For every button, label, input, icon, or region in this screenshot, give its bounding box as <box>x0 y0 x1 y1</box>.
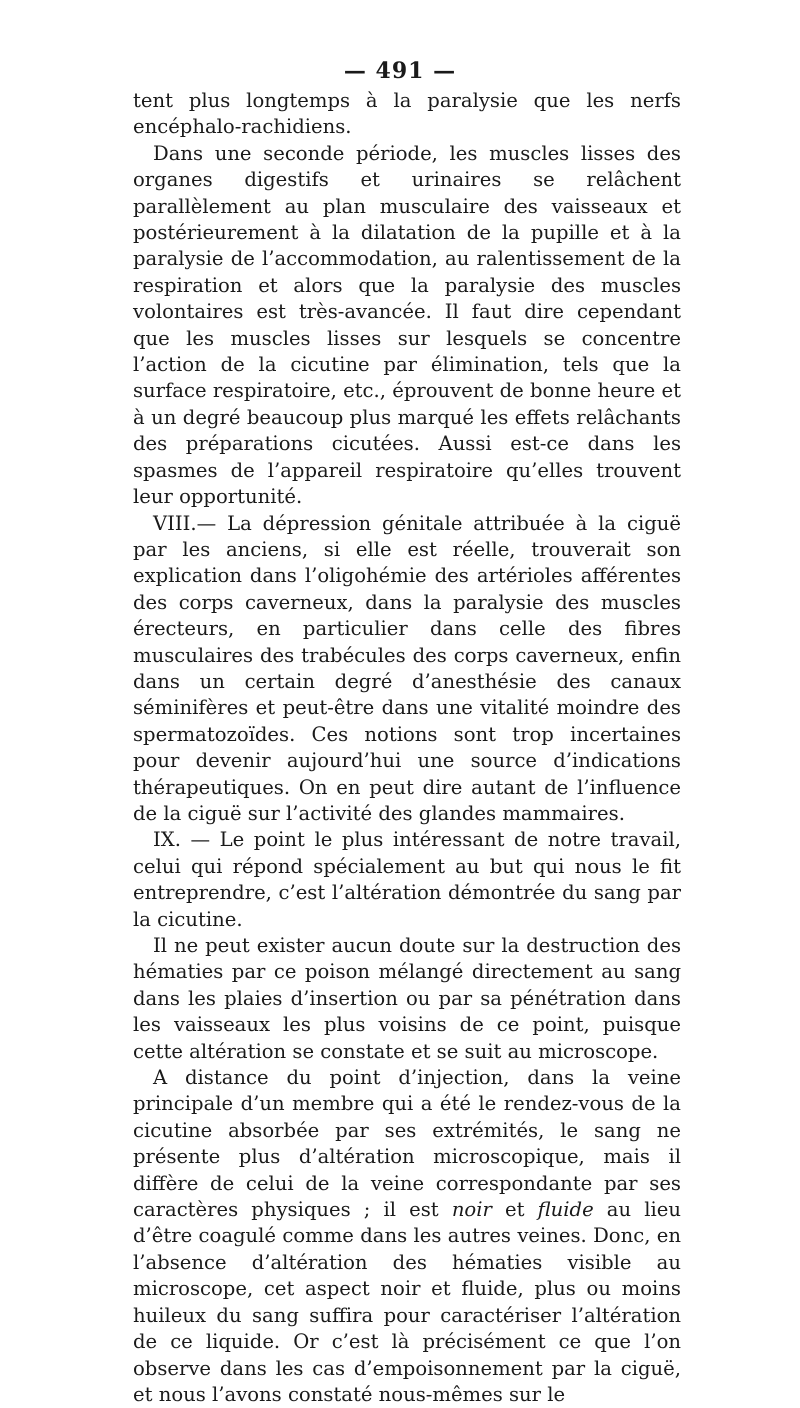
paragraph-section-viii: VIII.— La dépression génitale attribuée à la ciguë par les anciens, si elle est réelle, trouverait son explication dans l’oligohémie des artérioles afférentes des corps caverneux, dans la paralysie des muscles érecteurs, en particulier dans celle des fibres musculaires des trabécules des corps caverneux, enfin dans un certain degré d’anesthésie des canaux séminifères et peut-être dans une vitalité moindre des spermatozoïdes. Ces notions sont trop incertaines pour devenir aujourd’hui une source d’indications thérapeutiques. On en peut dire autant de l’influence de la ciguë sur l’activité des glandes mammaires. <box>133 511 681 825</box>
italic-word-fluide: fluide <box>537 1198 594 1222</box>
text-body <box>133 88 681 1408</box>
paragraph-hematies-destruction: Il ne peut exister aucun doute sur la destruction des hématies par ce poison mélangé directement au sang dans les plaies d’insertion ou par sa pénétration dans les vaisseaux les plus voisins de ce point, puisque cette altération se constate et se suit au microscope. <box>133 934 681 1063</box>
paragraph-text-middle: et <box>491 1198 538 1222</box>
italic-word-noir: noir <box>451 1198 492 1222</box>
paragraph-text-before: A distance du point d’injection, dans la veine principale d’un membre qui a été le rendez-vous de la cicutine absorbée par ses extrémités, le sang ne présente plus d’altération microscopique, mais il diffère de celui de la veine correspondante par ses caractères physiques ; il est <box>133 1066 681 1222</box>
page-number: — 491 — <box>343 58 457 84</box>
paragraph-section-ix: IX. — Le point le plus intéressant de notre travail, celui qui répond spécialement au but qui nous le fit entreprendre, c’est l’altération démontrée du sang par la cicutine. <box>133 828 681 931</box>
paragraph-second-period: Dans une seconde période, les muscles lisses des organes digestifs et urinaires se relâchent parallèlement au plan musculaire des vaisseaux et postérieurement à la dilatation de la pupille et à la paralysie de l’accommodation, au ralentissement de la respiration et alors que la paralysie des muscles volontaires est très-avancée. Il faut dire cependant que les muscles lisses sur lesquels se concentre l’action de la cicutine par élimination, tels que la surface respiratoire, etc., éprouvent de bonne heure et à un degré beaucoup plus marqué les effets relâchants des préparations cicutées. Aussi est-ce dans les spasmes de l’appareil respiratoire qu’elles trouvent leur opportunité. <box>133 141 681 509</box>
paragraph-distance-injection <box>133 1065 681 1408</box>
paragraph-text-after: au lieu d’être coagulé comme dans les autres veines. Donc, en l’absence d’altération des hématies visible au microscope, cet aspect noir et fluide, plus ou moins huileux du sang suffira pour caractériser l’altération de ce liquide. Or c’est là précisément ce que l’on observe dans les cas d’empoisonnement par la ciguë, et nous l’avons constaté nous-mêmes sur le <box>133 1198 681 1406</box>
paragraph-continued: tent plus longtemps à la paralysie que les nerfs encéphalo-rachidiens. <box>133 89 681 139</box>
